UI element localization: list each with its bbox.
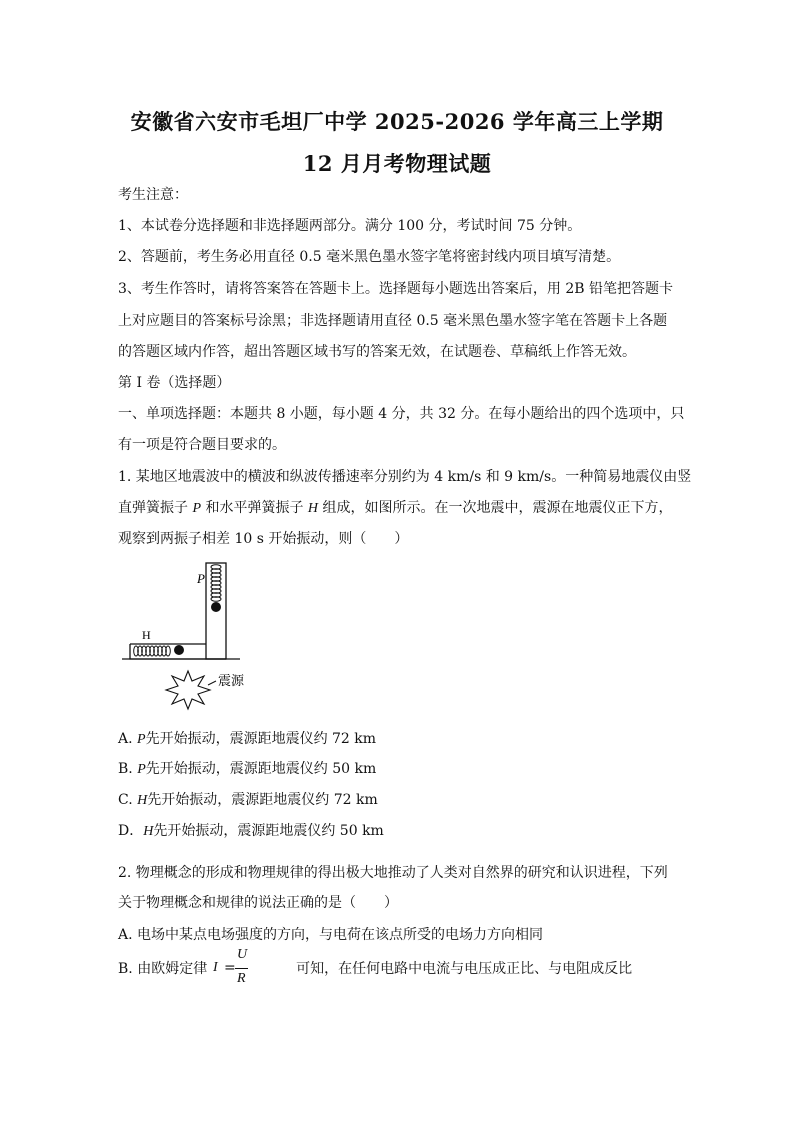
notice-item-2: 2、答题前，考生务必用直径 0.5 毫米黑色墨水签字笔将密封线内项目填写清楚。 bbox=[118, 249, 621, 265]
vertical-mass bbox=[211, 602, 221, 612]
ohm-law-formula bbox=[203, 947, 248, 991]
option-d-text: 先开始振动，震源距地震仪约 50 km bbox=[153, 823, 384, 839]
q1-option-a[interactable] bbox=[118, 730, 376, 749]
q1-line-2-part-b: 和水平弹簧振子 bbox=[201, 500, 308, 516]
option-d-symbol: H bbox=[143, 824, 154, 839]
option-c-text: 先开始振动，震源距地震仪约 72 km bbox=[147, 792, 378, 808]
vertical-spring bbox=[211, 565, 221, 602]
q1-option-c[interactable] bbox=[118, 791, 378, 810]
formula-i: I bbox=[213, 960, 218, 975]
fraction-bar bbox=[235, 968, 248, 969]
title-line-1: 安徽省六安市毛坦厂中学 2025-2026 学年高三上学期 bbox=[130, 109, 664, 134]
q2-option-a[interactable]: A. 电场中某点电场强度的方向，与电荷在该点所受的电场力方向相同 bbox=[118, 927, 544, 943]
notice-item-3-line-2: 上对应题目的答案标号涂黑；非选择题请用直径 0.5 毫米黑色墨水签字笔在答题卡上各题 bbox=[118, 313, 668, 329]
notice-heading: 考生注意： bbox=[118, 187, 188, 203]
section-heading-line-2: 有一项是符合题目要求的。 bbox=[118, 437, 286, 453]
seismograph-diagram bbox=[118, 555, 278, 715]
title-line-2: 12 月月考物理试题 bbox=[302, 151, 492, 176]
q1-line-2-part-c: 组成，如图所示。在一次地震中，震源在地震仪正下方， bbox=[318, 500, 673, 516]
option-a-symbol: P bbox=[137, 732, 146, 747]
q1-line-2-part-a: 直弹簧振子 bbox=[118, 500, 193, 516]
q1-option-b[interactable] bbox=[118, 760, 376, 779]
option-b-suffix: 可知，在任何电路中电流与电压成正比、与电阻成反比 bbox=[291, 961, 633, 977]
horizontal-spring bbox=[134, 646, 171, 656]
part-heading: 第 I 卷（选择题） bbox=[118, 375, 231, 391]
notice-item-3-line-3: 的答题区域内作答，超出答题区域书写的答案无效，在试题卷、草稿纸上作答无效。 bbox=[118, 344, 636, 360]
option-b-label: B. bbox=[118, 761, 138, 777]
formula-r: R bbox=[237, 971, 246, 986]
notice-item-3-line-1: 3、考生作答时，请将答案答在答题卡上。选择题每小题选出答案后，用 2B 铅笔把答题卡 bbox=[118, 281, 674, 297]
section-heading-line-1: 一、单项选择题：本题共 8 小题，每小题 4 分，共 32 分。在每小题给出的四个选项中，只 bbox=[118, 406, 685, 422]
q1-line-3: 观察到两振子相差 10 s 开始振动，则（ ） bbox=[118, 531, 409, 547]
explosion-icon bbox=[166, 671, 210, 709]
option-d-label: D． bbox=[118, 823, 144, 839]
label-source: 震源 bbox=[218, 674, 245, 689]
option-b-text: 先开始振动，震源距地震仪约 50 km bbox=[145, 761, 377, 777]
q1-option-d[interactable] bbox=[118, 822, 384, 841]
option-a-label: A. bbox=[118, 731, 138, 747]
q2-line-1: 2. 物理概念的形成和物理规律的得出极大地推动了人类对自然界的研究和认识进程，下列 bbox=[118, 865, 668, 881]
option-a-text: 先开始振动，震源距地震仪约 72 km bbox=[145, 731, 377, 747]
q1-symbol-p: P bbox=[192, 501, 202, 516]
option-c-label: C. bbox=[118, 792, 138, 808]
q1-line-1: 1. 某地区地震波中的横波和纵波传播速率分别约为 4 km/s 和 9 km/s。一种简易地震仪由竖 bbox=[118, 469, 692, 485]
option-c-symbol: H bbox=[137, 793, 148, 808]
horizontal-mass bbox=[174, 645, 184, 655]
label-p: P bbox=[197, 571, 205, 586]
q1-line-2 bbox=[118, 499, 673, 518]
option-b-prefix: B. 由欧姆定律 bbox=[118, 961, 212, 977]
formula-equals: = bbox=[224, 960, 236, 976]
q2-option-b[interactable] bbox=[118, 960, 632, 978]
q2-line-2: 关于物理概念和规律的说法正确的是（ ） bbox=[118, 895, 398, 911]
formula-u: U bbox=[237, 947, 248, 962]
q1-symbol-h: H bbox=[307, 501, 319, 516]
option-b-symbol: P bbox=[137, 762, 146, 777]
label-h: H bbox=[142, 628, 151, 642]
notice-item-1: 1、本试卷分选择题和非选择题两部分。满分 100 分，考试时间 75 分钟。 bbox=[118, 218, 582, 234]
